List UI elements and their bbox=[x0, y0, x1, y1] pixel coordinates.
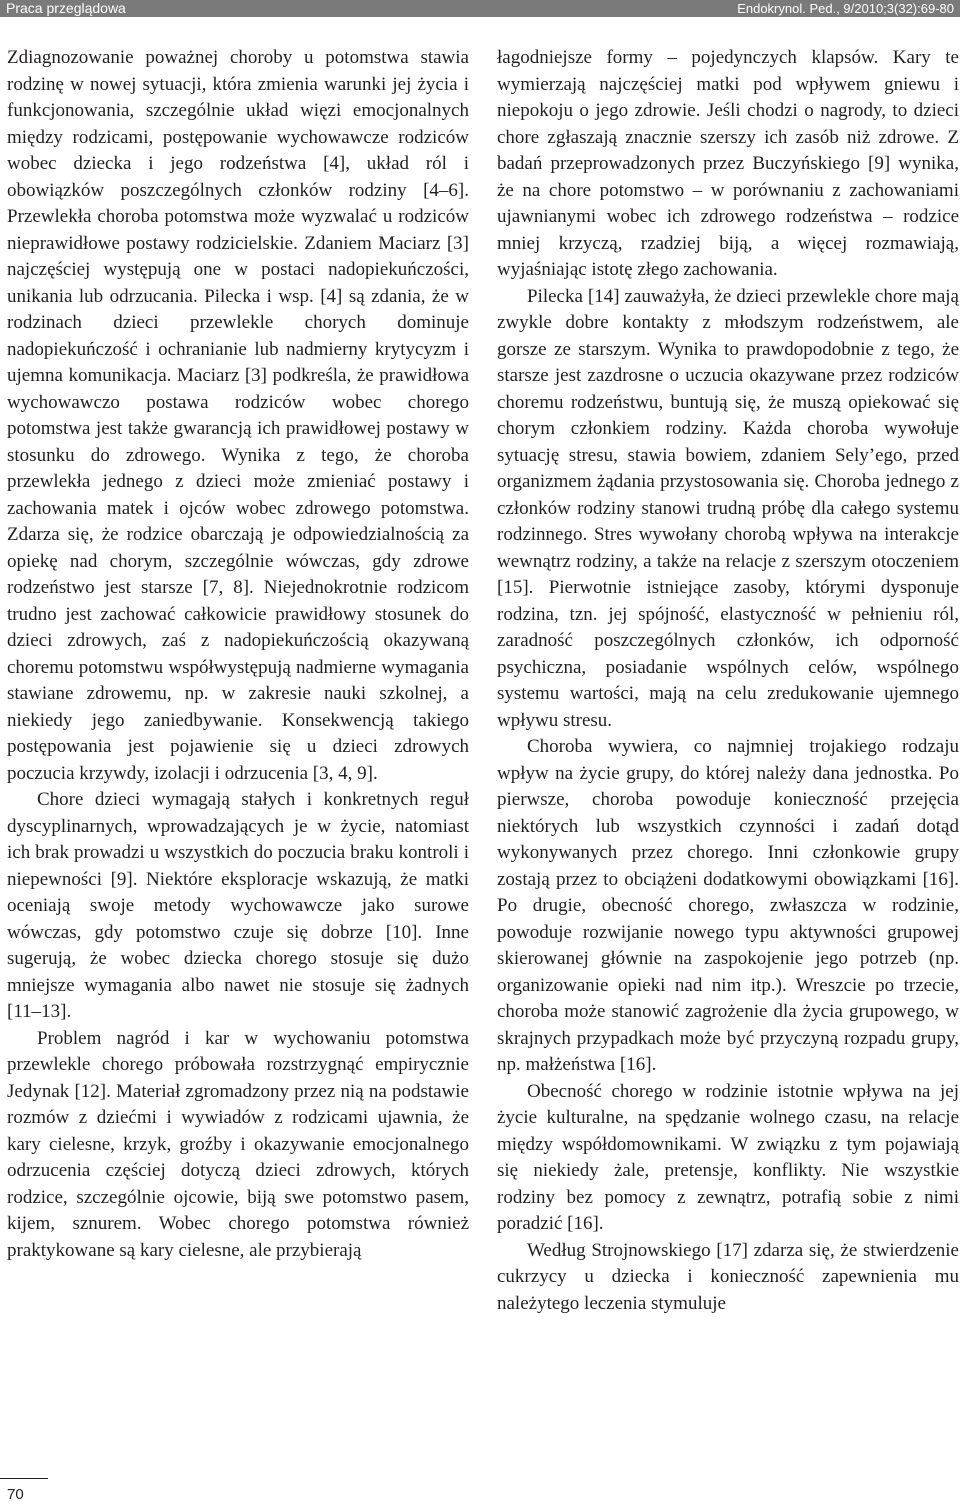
paragraph: Według Strojnowskiego [17] zdarza się, że stwierdzenie cukrzycy u dziecka i konieczność zapewnienia mu należytego leczenia stymuluje bbox=[497, 1239, 959, 1314]
footer-rule bbox=[0, 1478, 48, 1479]
left-column bbox=[7, 45, 469, 1264]
paragraph: Pilecka [14] zauważyła, że dzieci przewlekle chore mają zwykle dobre kontakty z młodszym rodzeństwem, ale gorsze ze starszym. Wynika to prawdopodobnie z tego, że starsze jest zazdrosne o uczucia okazywane przez rodziców choremu rodzeństwu, buntują się, że muszą opiekować się chorym członkiem rodziny. Każda choroba wywołuje sytuację stresu, stawia bowiem, zdaniem Sely’ego, przed organizmem żądania przystosowania się. Choroba jednego z członków rodziny stanowi trudną próbę dla całego systemu rodzinnego. Stres wywołany chorobą wpływa na interakcje wewnątrz rodziny, a także na relacje z szerszym otoczeniem [15]. Pierwotnie istniejące zasoby, którymi dysponuje rodzina, tzn. jej spójność, elastyczność w pełnieniu ról, zaradność poszczególnych członków, ich odporność psychiczna, posiadanie wspólnych celów, wspólnego systemu wartości, mają na celu zredukowanie ujemnego wpływu stresu. bbox=[497, 285, 959, 731]
paragraph: Zdiagnozowanie poważnej choroby u potomstwa stawia rodzinę w nowej sytuacji, która zmienia warunki jej życia i funkcjonowania, szczególnie układ więzi emocjonalnych między rodzicami, postępowanie wychowawcze rodziców wobec dziecka i jego rodzeństwa [4], układ ról i obowiązków poszczególnych członków rodziny [4–6]. Przewlekła choroba potomstwa może wyzwalać u rodziców nieprawidłowe postawy rodzicielskie. Zdaniem Maciarz [3] najczęściej występują one w postaci nadopiekuńczości, unikania lub odrzucania. Pilecka i wsp. [4] są zdania, że w rodzinach dzieci przewlekle chorych dominuje nadopiekuńczość i ochranianie lub nadmierny krytycyzm i ujemna komunikacja. Maciarz [3] podkreśla, że prawidłowa wychowawczo postawa rodziców wobec chorego potomstwa jest także gwarancją ich prawidłowej postawy w stosunku do zdrowego. Wynika z tego, że choroba przewlekła jednego z dzieci może zmieniać postawy i zachowania matek i ojców wobec zdrowego potomstwa. Zdarza się, że rodzice obarczają je odpowiedzialnością za opiekę nad chorym, szczególnie wówczas, gdy zdrowe rodzeństwo jest starsze [7, 8]. Niejednokrotnie rodzicom trudno jest zachować całkowicie prawidłowy stosunek do dzieci zdrowych, zaś z nadopiekuńczością okazywaną choremu potomstwu współwystępują nadmierne wymagania stawiane zdrowemu, np. w zakresie nauki szkolnej, a niekiedy jego zaniedbywanie. Konsekwencją takiego postępowania jest pojawienie się u dzieci zdrowych poczucia krzywdy, izolacji i odrzucenia [3, 4, 9]. bbox=[7, 47, 469, 784]
paragraph: łagodniejsze formy – pojedynczych klapsów. Kary te wymierzają najczęściej matki pod wpływem gniewu i niepokoju o jego zdrowie. Jeśli chodzi o nagrody, to dzieci chore zgłaszają znacznie szerszy ich zasób niż zdrowe. Z badań przeprowadzonych przez Buczyńskiego [9] wynika, że na chore potomstwo – w porównaniu z zachowaniami ujawnianymi wobec ich zdrowego rodzeństwa – rodzice mniej krzyczą, rzadziej biją, a więcej rozmawiają, wyjaśniając istotę złego zachowania. bbox=[497, 47, 959, 280]
article-type-label: Praca przeglądowa bbox=[6, 0, 126, 16]
paragraph: Choroba wywiera, co najmniej trojakiego rodzaju wpływ na życie grupy, do której należy dana jednostka. Po pierwsze, choroba powoduje konieczność przejęcia niektórych lub wszystkich czynności i zadań dotąd wykonywanych przez chorego. Inni członkowie grupy zostają przez to obciążeni dodatkowymi obowiązkami [16]. Po drugie, obecność chorego, zwłaszcza w rodzinie, powoduje rozwijanie nowego typu aktywności grupowej skierowanej głównie na zaspokojenie jego potrzeb (np. organizowanie opieki nad nim itp.). Wreszcie po trzecie, choroba może stanowić zagrożenie dla życia grupowego, w skrajnych przypadkach może być przyczyną rozpadu grupy, np. małżeństwa [16]. bbox=[497, 736, 959, 1075]
paragraph: Chore dzieci wymagają stałych i konkretnych reguł dyscyplinarnych, wprowadzających je w życie, natomiast ich brak prowadzi u wszystkich do poczucia braku kontroli i niepewności [9]. Niektóre eksploracje wskazują, że matki oceniają swoje metody wychowawcze jako surowe wówczas, gdy potomstwo czuje się dobrze [10]. Inne sugerują, że wobec dziecka chorego stosuje się dużo mniejsze wymagania albo nawet nie stosuje się żadnych [11–13]. bbox=[7, 789, 469, 1022]
right-column bbox=[497, 45, 959, 1317]
journal-citation: Endokrynol. Ped., 9/2010;3(32):69-80 bbox=[737, 1, 954, 16]
header-bar bbox=[0, 0, 960, 17]
paragraph: Problem nagród i kar w wychowaniu potomstwa przewlekle chorego próbowała rozstrzygnąć empirycznie Jedynak [12]. Materiał zgromadzony przez nią na podstawie rozmów z dziećmi i wywiadów z rodzicami ujawnia, że kary cielesne, krzyk, groźby i okazywanie emocjonalnego odrzucenia częściej dotyczą dzieci zdrowych, których rodzice, szczególnie ojcowie, biją swe potomstwo pasem, kijem, sznurem. Wobec chorego potomstwa również praktykowane są kary cielesne, ale przybierają bbox=[7, 1027, 469, 1261]
page-number: 70 bbox=[7, 1486, 24, 1503]
paragraph: Obecność chorego w rodzinie istotnie wpływa na jej życie kulturalne, na spędzanie wolnego czasu, na relacje między współdomownikami. W związku z tym pojawiają się niekiedy żale, pretensje, konflikty. Nie wszystkie rodziny bez pomocy z zewnątrz, potrafią sobie z nimi poradzić [16]. bbox=[497, 1080, 959, 1234]
